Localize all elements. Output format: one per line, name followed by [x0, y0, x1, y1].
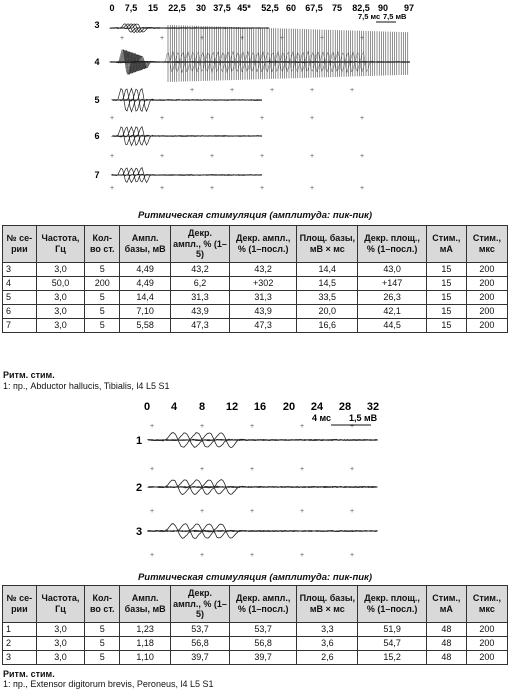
column-header: Частота, Гц	[36, 586, 85, 623]
time-tick-label: 52,5	[261, 3, 279, 13]
grid-dot: +	[350, 423, 355, 430]
table-cell: 39,7	[170, 650, 229, 664]
grid-dot: +	[300, 466, 305, 473]
table-row	[3, 650, 508, 664]
table-row	[3, 622, 508, 636]
table-cell: 47,3	[230, 318, 297, 332]
column-header: Декр. ампл., % (1–посл.)	[230, 226, 297, 263]
table-cell: 200	[466, 262, 507, 276]
trace-label: 7	[94, 170, 100, 180]
column-header: Частота, Гц	[36, 226, 85, 263]
table-cell: 5	[85, 650, 120, 664]
table-cell: 56,8	[170, 636, 229, 650]
table-cell: 48	[426, 636, 466, 650]
table-cell: 15	[426, 304, 466, 318]
grid-dot: +	[250, 423, 255, 430]
table-row	[3, 290, 508, 304]
grid-dot: +	[300, 552, 305, 559]
table-cell: 43,2	[230, 262, 297, 276]
table-cell: 43,0	[358, 262, 427, 276]
table-row	[3, 276, 508, 290]
table-2-caption: Ритмическая стимуляция (амплитуда: пик-пик)	[137, 572, 373, 583]
grid-dot: +	[250, 552, 255, 559]
column-header: Декр. ампл., % (1–5)	[170, 586, 229, 623]
table-cell: 54,7	[358, 636, 427, 650]
trace-label: 5	[94, 95, 100, 105]
grid-dot: +	[360, 115, 365, 122]
grid-dot: +	[280, 35, 285, 42]
grid-dot: +	[160, 115, 165, 122]
table-cell: 200	[466, 636, 507, 650]
column-header: Декр. ампл., % (1–5)	[170, 226, 229, 263]
table-cell: 15,2	[358, 650, 427, 664]
table-cell: 3,0	[36, 650, 85, 664]
table-cell: 5,58	[120, 318, 171, 332]
table-cell: 47,3	[170, 318, 229, 332]
column-header: Ампл. базы, мВ	[120, 586, 171, 623]
table-cell: 200	[466, 276, 507, 290]
time-tick-label: 7,5	[124, 3, 138, 13]
grid-dot: +	[210, 115, 215, 122]
table-cell: +147	[358, 276, 427, 290]
grid-dot: +	[190, 87, 195, 94]
column-header: Декр. площ., % (1–посл.)	[358, 226, 427, 263]
trace-label: 3	[135, 526, 143, 538]
grid-dot: +	[200, 508, 205, 515]
grid-dot: +	[230, 87, 235, 94]
table-2-note-text: 1: пр., Extensor digitorum brevis, Peroneus, l4 L5 S1	[3, 679, 214, 689]
table-cell: 5	[85, 262, 120, 276]
grid-dot: +	[300, 423, 305, 430]
table-cell: 3	[3, 650, 37, 664]
grid-dot: +	[250, 508, 255, 515]
table-cell: 43,2	[170, 262, 229, 276]
grid-dot: +	[110, 153, 115, 160]
table-cell: 3,0	[36, 622, 85, 636]
table-cell: 6,2	[170, 276, 229, 290]
time-tick-label: 45*	[237, 3, 251, 13]
grid-dot: +	[250, 466, 255, 473]
table-cell: 200	[466, 304, 507, 318]
scale-amp-label: 1,5 мВ	[349, 413, 378, 423]
table-cell: 31,3	[230, 290, 297, 304]
table-cell: 4,49	[120, 276, 171, 290]
grid-dot: +	[160, 153, 165, 160]
table-cell: 200	[466, 622, 507, 636]
grid-dot: +	[360, 153, 365, 160]
time-tick-label: 90	[377, 3, 389, 13]
table-cell: 53,7	[230, 622, 297, 636]
trace-label: 4	[94, 57, 100, 67]
table-cell: 5	[85, 636, 120, 650]
table-1-note-title: Ритм. стим.	[3, 370, 55, 380]
time-tick-label: 12	[225, 401, 239, 413]
grid-dot: +	[150, 466, 155, 473]
column-header: Ампл. базы, мВ	[120, 226, 171, 263]
trace-label: 3	[94, 20, 100, 30]
column-header: № се- рии	[3, 586, 37, 623]
grid-dot: +	[260, 185, 265, 192]
emg-figure-2	[0, 395, 510, 565]
grid-dot: +	[350, 87, 355, 94]
table-cell: 53,7	[170, 622, 229, 636]
table-row	[3, 318, 508, 332]
table-cell: 3,0	[36, 304, 85, 318]
table-cell: 3	[3, 262, 37, 276]
table-cell: 26,3	[358, 290, 427, 304]
table-1-note-text: 1: пр., Abductor hallucis, Tibialis, l4 L5 S1	[3, 381, 170, 391]
grid-dot: +	[150, 552, 155, 559]
column-header: № се- рии	[3, 226, 37, 263]
table-1	[2, 225, 508, 333]
trace-label: 2	[135, 482, 143, 494]
grid-dot: +	[320, 35, 325, 42]
grid-dot: +	[160, 185, 165, 192]
column-header: Стим., мкс	[466, 586, 507, 623]
table-cell: 5	[85, 318, 120, 332]
scale-amp-label: 7,5 мВ	[383, 12, 407, 21]
table-cell: 20,0	[297, 304, 358, 318]
emg-traces-chart-2	[0, 395, 510, 565]
time-tick-label: 67,5	[305, 3, 323, 13]
grid-dot: +	[360, 35, 365, 42]
column-header: Стим., мкс	[466, 226, 507, 263]
time-tick-label: 75	[331, 3, 343, 13]
table-cell: 1,23	[120, 622, 171, 636]
table-cell: 1,18	[120, 636, 171, 650]
table-1-header-row	[3, 226, 508, 263]
table-cell: 3,6	[297, 636, 358, 650]
time-tick-label: 16	[253, 401, 267, 413]
grid-dot: +	[200, 423, 205, 430]
table-cell: 2,6	[297, 650, 358, 664]
time-tick-label: 97	[403, 3, 415, 13]
grid-dot: +	[150, 508, 155, 515]
table-cell: 4,49	[120, 262, 171, 276]
grid-dot: +	[120, 35, 125, 42]
scale-time-label: 7,5 мс	[358, 12, 381, 21]
emg-traces-chart-1	[0, 0, 510, 200]
column-header: Кол-во ст.	[85, 586, 120, 623]
column-header: Стим., мА	[426, 226, 466, 263]
grid-dot: +	[200, 552, 205, 559]
grid-dot: +	[270, 87, 275, 94]
table-cell: 31,3	[170, 290, 229, 304]
table-cell: 5	[85, 290, 120, 304]
column-header: Декр. ампл., % (1–посл.)	[230, 586, 297, 623]
table-cell: 1,10	[120, 650, 171, 664]
grid-dot: +	[260, 115, 265, 122]
column-header: Площ. базы, мВ × мс	[297, 226, 358, 263]
table-cell: 33,5	[297, 290, 358, 304]
scale-time-label: 4 мс	[312, 413, 332, 423]
grid-dot: +	[150, 423, 155, 430]
grid-dot: +	[310, 185, 315, 192]
table-cell: 39,7	[230, 650, 297, 664]
table-cell: 200	[466, 290, 507, 304]
table-cell: 15	[426, 276, 466, 290]
grid-dot: +	[240, 35, 245, 42]
table-cell: 43,9	[170, 304, 229, 318]
time-tick-label: 37,5	[213, 3, 231, 13]
column-header: Площ. базы, мВ × мс	[297, 586, 358, 623]
trace-label: 6	[94, 131, 100, 141]
table-cell: 5	[3, 290, 37, 304]
time-tick-label: 30	[195, 3, 207, 13]
table-row	[3, 636, 508, 650]
table-cell: 16,6	[297, 318, 358, 332]
column-header: Декр. площ., % (1–посл.)	[358, 586, 427, 623]
time-tick-label: 22,5	[168, 3, 186, 13]
table-2	[2, 585, 508, 665]
table-cell: 56,8	[230, 636, 297, 650]
time-tick-label: 0	[109, 3, 115, 13]
grid-dot: +	[110, 185, 115, 192]
table-cell: +302	[230, 276, 297, 290]
time-tick-label: 8	[198, 401, 206, 413]
emg-figure-1	[0, 0, 510, 200]
table-cell: 3,0	[36, 262, 85, 276]
table-cell: 15	[426, 262, 466, 276]
time-tick-label: 24	[310, 401, 324, 413]
table-cell: 3,0	[36, 318, 85, 332]
table-row	[3, 304, 508, 318]
time-tick-label: 82,5	[352, 3, 370, 13]
grid-dot: +	[210, 185, 215, 192]
table-cell: 51,9	[358, 622, 427, 636]
trace-label: 1	[135, 435, 143, 447]
table-cell: 4	[3, 276, 37, 290]
table-cell: 48	[426, 650, 466, 664]
table-cell: 3,0	[36, 636, 85, 650]
table-cell: 48	[426, 622, 466, 636]
table-cell: 2	[3, 636, 37, 650]
table-2-header-row	[3, 586, 508, 623]
grid-dot: +	[300, 508, 305, 515]
table-cell: 200	[85, 276, 120, 290]
table-cell: 200	[466, 650, 507, 664]
table-row	[3, 262, 508, 276]
grid-dot: +	[160, 35, 165, 42]
column-header: Кол-во ст.	[85, 226, 120, 263]
table-cell: 3,3	[297, 622, 358, 636]
table-cell: 7	[3, 318, 37, 332]
table-cell: 5	[85, 622, 120, 636]
table-cell: 14,4	[297, 262, 358, 276]
table-cell: 14,4	[120, 290, 171, 304]
time-tick-label: 4	[170, 401, 178, 413]
table-cell: 42,1	[358, 304, 427, 318]
table-cell: 200	[466, 318, 507, 332]
table-cell: 44,5	[358, 318, 427, 332]
time-tick-label: 20	[282, 401, 296, 413]
table-cell: 6	[3, 304, 37, 318]
grid-dot: +	[210, 153, 215, 160]
table-cell: 1	[3, 622, 37, 636]
table-2-note-title: Ритм. стим.	[3, 669, 55, 679]
grid-dot: +	[260, 153, 265, 160]
grid-dot: +	[350, 466, 355, 473]
time-tick-label: 15	[147, 3, 159, 13]
table-cell: 7,10	[120, 304, 171, 318]
grid-dot: +	[350, 508, 355, 515]
grid-dot: +	[110, 115, 115, 122]
table-cell: 50,0	[36, 276, 85, 290]
grid-dot: +	[310, 87, 315, 94]
table-cell: 3,0	[36, 290, 85, 304]
table-cell: 14,5	[297, 276, 358, 290]
table-1-caption: Ритмическая стимуляция (амплитуда: пик-пик)	[137, 210, 373, 221]
grid-dot: +	[350, 552, 355, 559]
time-tick-label: 28	[338, 401, 352, 413]
time-tick-label: 0	[143, 401, 151, 413]
column-header: Стим., мА	[426, 586, 466, 623]
grid-dot: +	[310, 153, 315, 160]
table-cell: 15	[426, 318, 466, 332]
table-cell: 15	[426, 290, 466, 304]
grid-dot: +	[200, 35, 205, 42]
grid-dot: +	[310, 115, 315, 122]
grid-dot: +	[360, 185, 365, 192]
time-tick-label: 60	[285, 3, 297, 13]
table-cell: 5	[85, 304, 120, 318]
time-tick-label: 32	[366, 401, 380, 413]
table-cell: 43,9	[230, 304, 297, 318]
grid-dot: +	[200, 466, 205, 473]
